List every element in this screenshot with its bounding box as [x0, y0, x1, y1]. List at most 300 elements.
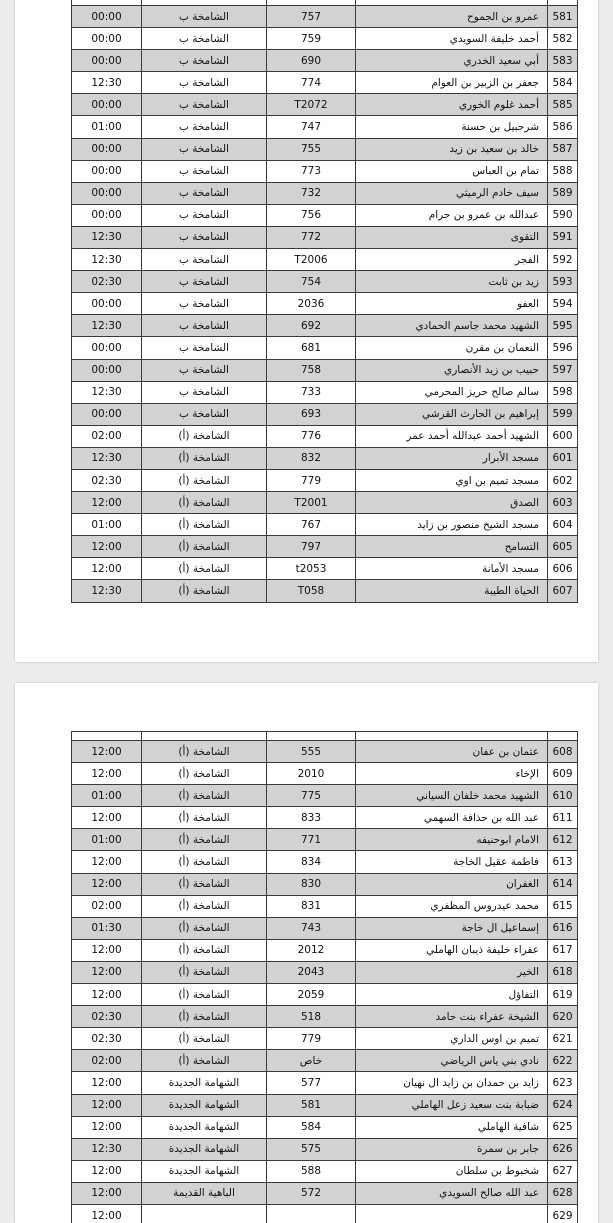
table-row [72, 984, 578, 1006]
name-cell: الخير [356, 961, 548, 983]
code-cell: 831 [267, 895, 356, 917]
name-cell: الصدق [356, 492, 548, 514]
time-cell: 00:00 [72, 50, 142, 72]
table-row [72, 403, 578, 425]
area-cell: الشامخة (أ) [142, 807, 267, 829]
time-cell: 12:30 [72, 72, 142, 94]
row-number-cell: 596 [548, 337, 578, 359]
time-cell: 00:00 [72, 182, 142, 204]
time-cell: 00:00 [72, 6, 142, 28]
code-cell: 692 [267, 315, 356, 337]
table-row [72, 249, 578, 271]
name-cell: الشهيد محمد خلفان السياني [356, 785, 548, 807]
time-cell: 01:00 [72, 829, 142, 851]
table-row [72, 94, 578, 116]
row-number-cell: 626 [548, 1138, 578, 1160]
area-cell: الشامخة (أ) [142, 741, 267, 763]
row-number-cell: 586 [548, 116, 578, 138]
row-number-cell: 589 [548, 182, 578, 204]
row-number-cell: 621 [548, 1028, 578, 1050]
area-cell: الشهامة الجديدة [142, 1138, 267, 1160]
area-cell: الشامخة (أ) [142, 425, 267, 447]
time-cell: 00:00 [72, 94, 142, 116]
code-cell: 759 [267, 28, 356, 50]
name-cell: عمرو بن الجموح [356, 6, 548, 28]
time-cell: 01:00 [72, 116, 142, 138]
row-number-cell: 608 [548, 741, 578, 763]
name-cell: الفجر [356, 249, 548, 271]
area-cell: الشهامة الجديدة [142, 1072, 267, 1094]
area-cell: الشامخة (أ) [142, 469, 267, 491]
time-cell: 01:00 [72, 514, 142, 536]
name-cell: النعمان بن مقرن [356, 337, 548, 359]
code-cell: 830 [267, 873, 356, 895]
row-number-cell: 618 [548, 961, 578, 983]
row-number-cell: 607 [548, 580, 578, 602]
time-cell: 12:00 [72, 558, 142, 580]
table-row [72, 807, 578, 829]
time-cell: 02:00 [72, 425, 142, 447]
area-cell: الشامخة ب [142, 293, 267, 315]
row-number-cell: 611 [548, 807, 578, 829]
name-cell: إسماعيل ال خاجة [356, 917, 548, 939]
code-cell [267, 1204, 356, 1223]
table-row [72, 381, 578, 403]
time-cell: 12:00 [72, 1094, 142, 1116]
code-cell: 758 [267, 359, 356, 381]
code-cell: 773 [267, 160, 356, 182]
row-number-cell: 614 [548, 873, 578, 895]
code-cell: 681 [267, 337, 356, 359]
code-cell: T2072 [267, 94, 356, 116]
row-number-cell: 581 [548, 6, 578, 28]
table-row [72, 536, 578, 558]
table-row [72, 961, 578, 983]
table-row [72, 1116, 578, 1138]
name-cell: الشهيد محمد جاسم الحمادي [356, 315, 548, 337]
name-cell: التفاؤل [356, 984, 548, 1006]
row-number-cell: 585 [548, 94, 578, 116]
area-cell: الشامخة ب [142, 72, 267, 94]
row-number-cell: 593 [548, 271, 578, 293]
time-cell: 12:00 [72, 807, 142, 829]
table-row [72, 580, 578, 602]
time-cell: 12:00 [72, 492, 142, 514]
time-cell: 00:00 [72, 28, 142, 50]
code-cell: 767 [267, 514, 356, 536]
code-cell: 581 [267, 1094, 356, 1116]
name-cell: إبراهيم بن الحارث القرشي [356, 403, 548, 425]
area-cell: الشامخة (أ) [142, 873, 267, 895]
time-cell: 02:30 [72, 271, 142, 293]
code-cell: 733 [267, 381, 356, 403]
time-cell: 12:00 [72, 1160, 142, 1182]
row-number-cell: 612 [548, 829, 578, 851]
row-number-cell: 601 [548, 447, 578, 469]
area-cell: الشامخة ب [142, 204, 267, 226]
row-number-cell: 606 [548, 558, 578, 580]
time-cell: 12:00 [72, 1204, 142, 1223]
code-cell: 577 [267, 1072, 356, 1094]
row-number-cell: 615 [548, 895, 578, 917]
row-number-cell: 622 [548, 1050, 578, 1072]
name-cell: عبد الله صالح السويدي [356, 1182, 548, 1204]
name-cell: أحمد خليفة السويدي [356, 28, 548, 50]
name-cell: ضبابة بنت سعيد زعل الهاملي [356, 1094, 548, 1116]
table-row [72, 514, 578, 536]
code-cell: 572 [267, 1182, 356, 1204]
table-row [72, 873, 578, 895]
code-cell: 832 [267, 447, 356, 469]
code-cell: t2053 [267, 558, 356, 580]
area-cell: الشامخة (أ) [142, 558, 267, 580]
code-cell: 2036 [267, 293, 356, 315]
area-cell: الشهامة الجديدة [142, 1160, 267, 1182]
code-cell: 797 [267, 536, 356, 558]
area-cell: الشامخة (أ) [142, 536, 267, 558]
table-row [72, 28, 578, 50]
row-number-cell: 620 [548, 1006, 578, 1028]
name-cell: الإخاء [356, 763, 548, 785]
area-cell: الشامخة ب [142, 226, 267, 248]
row-number-cell: 619 [548, 984, 578, 1006]
area-cell: الشامخة (أ) [142, 763, 267, 785]
area-cell: الشامخة (أ) [142, 961, 267, 983]
time-cell: 12:30 [72, 226, 142, 248]
table-row [72, 6, 578, 28]
row-number-cell: 609 [548, 763, 578, 785]
name-cell: سيف خادم الرميثي [356, 182, 548, 204]
time-cell: 12:00 [72, 851, 142, 873]
table-row [72, 447, 578, 469]
area-cell: الشامخة ب [142, 94, 267, 116]
table-row [72, 293, 578, 315]
schedule-table-1 [71, 0, 578, 603]
time-cell: 00:00 [72, 138, 142, 160]
time-cell: 12:00 [72, 939, 142, 961]
row-number-cell: 623 [548, 1072, 578, 1094]
time-cell: 12:30 [72, 249, 142, 271]
area-cell: الشامخة (أ) [142, 851, 267, 873]
code-cell: 755 [267, 138, 356, 160]
code-cell: 754 [267, 271, 356, 293]
time-cell: 02:30 [72, 469, 142, 491]
row-number-cell: 597 [548, 359, 578, 381]
table-row [72, 315, 578, 337]
time-cell: 12:00 [72, 763, 142, 785]
name-cell: الحياة الطيبة [356, 580, 548, 602]
time-cell: 01:30 [72, 917, 142, 939]
table-row [72, 1028, 578, 1050]
table-row [72, 741, 578, 763]
name-cell: الشيخة عفراء بنت حامد [356, 1006, 548, 1028]
area-cell: الشامخة (أ) [142, 984, 267, 1006]
table-row [72, 851, 578, 873]
name-cell: جعفر بن الزبير بن العوام [356, 72, 548, 94]
time-cell: 00:00 [72, 204, 142, 226]
name-cell: تمام بن العباس [356, 160, 548, 182]
name-cell: مسجد تميم بن اوي [356, 469, 548, 491]
name-cell [356, 1204, 548, 1223]
row-number-cell: 603 [548, 492, 578, 514]
code-cell: 834 [267, 851, 356, 873]
code-cell: 693 [267, 403, 356, 425]
time-cell: 12:00 [72, 961, 142, 983]
table-row [72, 763, 578, 785]
code-cell: 2059 [267, 984, 356, 1006]
code-cell: 775 [267, 785, 356, 807]
name-cell: عبدالله بن عمرو بن حرام [356, 204, 548, 226]
area-cell: الشامخة (أ) [142, 785, 267, 807]
time-cell: 02:30 [72, 1006, 142, 1028]
code-cell: 575 [267, 1138, 356, 1160]
table-row [72, 204, 578, 226]
code-cell: 747 [267, 116, 356, 138]
row-number-cell: 604 [548, 514, 578, 536]
area-cell: الشامخة (أ) [142, 447, 267, 469]
row-number-cell: 592 [548, 249, 578, 271]
time-cell: 02:00 [72, 1050, 142, 1072]
time-cell: 12:30 [72, 381, 142, 403]
name-cell: الشهيد أحمد عبدالله أحمد عمر [356, 425, 548, 447]
area-cell: الشامخة ب [142, 50, 267, 72]
name-cell: فاطمة عقيل الخاجة [356, 851, 548, 873]
time-cell: 00:00 [72, 337, 142, 359]
code-cell: 772 [267, 226, 356, 248]
time-cell: 12:00 [72, 741, 142, 763]
code-cell: 776 [267, 425, 356, 447]
area-cell: الشامخة ب [142, 359, 267, 381]
row-number-cell: 591 [548, 226, 578, 248]
row-number-cell: 582 [548, 28, 578, 50]
time-cell: 01:00 [72, 785, 142, 807]
area-cell: الباهية القديمة [142, 1182, 267, 1204]
table-row [72, 558, 578, 580]
table-row [72, 1204, 578, 1223]
code-cell: T2001 [267, 492, 356, 514]
row-number-cell: 584 [548, 72, 578, 94]
area-cell: الشامخة ب [142, 160, 267, 182]
code-cell: 584 [267, 1116, 356, 1138]
area-cell: الشامخة ب [142, 6, 267, 28]
area-cell: الشامخة ب [142, 249, 267, 271]
table-row [72, 182, 578, 204]
name-cell: الامام ابوحنيفه [356, 829, 548, 851]
area-cell: الشامخة (أ) [142, 580, 267, 602]
area-cell: الشامخة ب [142, 28, 267, 50]
time-cell: 02:00 [72, 895, 142, 917]
name-cell: شرحبيل بن حسنة [356, 116, 548, 138]
area-cell: الشامخة (أ) [142, 514, 267, 536]
code-cell: 833 [267, 807, 356, 829]
time-cell: 12:00 [72, 984, 142, 1006]
name-cell: الغفران [356, 873, 548, 895]
table-row [72, 1072, 578, 1094]
time-cell: 12:30 [72, 447, 142, 469]
schedule-table-2 [71, 731, 578, 1223]
name-cell: عفراء خليفة ذيبان الهاملي [356, 939, 548, 961]
area-cell: الشامخة ب [142, 182, 267, 204]
table-row [72, 732, 578, 741]
name-cell: التقوى [356, 226, 548, 248]
code-cell [267, 732, 356, 741]
row-number-cell: 624 [548, 1094, 578, 1116]
table-row [72, 271, 578, 293]
area-cell: الشامخة ب [142, 116, 267, 138]
code-cell: 779 [267, 1028, 356, 1050]
table-row [72, 72, 578, 94]
table-row [72, 1050, 578, 1072]
time-cell: 00:00 [72, 359, 142, 381]
time-cell [72, 732, 142, 741]
name-cell: عبد الله بن حذافة السهمي [356, 807, 548, 829]
area-cell: الشامخة ب [142, 315, 267, 337]
time-cell: 12:30 [72, 580, 142, 602]
row-number-cell: 605 [548, 536, 578, 558]
code-cell: 690 [267, 50, 356, 72]
area-cell: الشامخة ب [142, 381, 267, 403]
table-row [72, 50, 578, 72]
name-cell: تميم بن اوس الداري [356, 1028, 548, 1050]
time-cell: 12:00 [72, 1072, 142, 1094]
time-cell: 12:00 [72, 536, 142, 558]
row-number-cell: 617 [548, 939, 578, 961]
time-cell: 00:00 [72, 160, 142, 182]
row-number-cell: 600 [548, 425, 578, 447]
area-cell: الشامخة ب [142, 337, 267, 359]
area-cell: الشامخة (أ) [142, 917, 267, 939]
name-cell: خالد بن سعيد بن زيد [356, 138, 548, 160]
table-row [72, 469, 578, 491]
name-cell: عثمان بن عفان [356, 741, 548, 763]
table-row [72, 425, 578, 447]
table-row [72, 116, 578, 138]
name-cell: جابر بن سمرة [356, 1138, 548, 1160]
row-number-cell: 616 [548, 917, 578, 939]
area-cell: الشامخة (أ) [142, 939, 267, 961]
code-cell: 757 [267, 6, 356, 28]
row-number-cell: 583 [548, 50, 578, 72]
area-cell: الشامخة (أ) [142, 895, 267, 917]
name-cell: زايد بن حمدان بن زايد ال نهيان [356, 1072, 548, 1094]
row-number-cell: 602 [548, 469, 578, 491]
name-cell: أحمد غلوم الخوري [356, 94, 548, 116]
table-row [72, 138, 578, 160]
document-page-1 [15, 0, 598, 662]
code-cell: 518 [267, 1006, 356, 1028]
name-cell: حبيب بن زيد الأنصاري [356, 359, 548, 381]
code-cell: 743 [267, 917, 356, 939]
name-cell: التسامح [356, 536, 548, 558]
name-cell: محمد عيدروس المظفري [356, 895, 548, 917]
area-cell: الشهامة الجديدة [142, 1094, 267, 1116]
table-row [72, 160, 578, 182]
table-row [72, 1138, 578, 1160]
time-cell: 02:30 [72, 1028, 142, 1050]
table-row [72, 359, 578, 381]
row-number-cell [548, 732, 578, 741]
area-cell: الشامخة ب [142, 403, 267, 425]
name-cell: أبي سعيد الخدري [356, 50, 548, 72]
area-cell: الشامخة (أ) [142, 1050, 267, 1072]
row-number-cell: 588 [548, 160, 578, 182]
code-cell: 779 [267, 469, 356, 491]
table-row [72, 895, 578, 917]
document-page-2 [15, 683, 598, 1223]
row-number-cell: 610 [548, 785, 578, 807]
code-cell: T058 [267, 580, 356, 602]
code-cell: خاص [267, 1050, 356, 1072]
table-row [72, 785, 578, 807]
name-cell: زيد بن ثابت [356, 271, 548, 293]
name-cell: شخبوط بن سلطان [356, 1160, 548, 1182]
code-cell: 2010 [267, 763, 356, 785]
row-number-cell: 598 [548, 381, 578, 403]
time-cell: 12:00 [72, 1182, 142, 1204]
time-cell: 00:00 [72, 293, 142, 315]
row-number-cell: 613 [548, 851, 578, 873]
time-cell: 12:30 [72, 1138, 142, 1160]
area-cell: الشامخة (أ) [142, 1006, 267, 1028]
area-cell: الشامخة (أ) [142, 1028, 267, 1050]
table-row [72, 939, 578, 961]
area-cell: الشهامة الجديدة [142, 1116, 267, 1138]
code-cell: 555 [267, 741, 356, 763]
row-number-cell: 595 [548, 315, 578, 337]
row-number-cell: 599 [548, 403, 578, 425]
code-cell: T2006 [267, 249, 356, 271]
area-cell: الشامخة (أ) [142, 829, 267, 851]
code-cell: 756 [267, 204, 356, 226]
row-number-cell: 587 [548, 138, 578, 160]
row-number-cell: 627 [548, 1160, 578, 1182]
table-row [72, 337, 578, 359]
table-row [72, 1006, 578, 1028]
name-cell: مسجد الأمانة [356, 558, 548, 580]
row-number-cell: 628 [548, 1182, 578, 1204]
code-cell: 774 [267, 72, 356, 94]
row-number-cell: 590 [548, 204, 578, 226]
code-cell: 588 [267, 1160, 356, 1182]
name-cell: نادي بني ياس الرياضي [356, 1050, 548, 1072]
row-number-cell: 594 [548, 293, 578, 315]
code-cell: 771 [267, 829, 356, 851]
row-number-cell: 629 [548, 1204, 578, 1223]
table-row [72, 226, 578, 248]
name-cell: شافية الهاملي [356, 1116, 548, 1138]
table-row [72, 492, 578, 514]
name-cell: سالم صالح حريز المحرمي [356, 381, 548, 403]
area-cell [142, 1204, 267, 1223]
time-cell: 12:00 [72, 873, 142, 895]
time-cell: 00:00 [72, 403, 142, 425]
name-cell: العفو [356, 293, 548, 315]
name-cell: مسجد الأبرار [356, 447, 548, 469]
code-cell: 2043 [267, 961, 356, 983]
name-cell: مسجد الشيخ منصور بن زايد [356, 514, 548, 536]
table-row [72, 1182, 578, 1204]
row-number-cell: 625 [548, 1116, 578, 1138]
time-cell: 12:00 [72, 1116, 142, 1138]
area-cell: الشامخة ب [142, 138, 267, 160]
code-cell: 732 [267, 182, 356, 204]
name-cell [356, 732, 548, 741]
code-cell: 2012 [267, 939, 356, 961]
time-cell: 12:30 [72, 315, 142, 337]
table-row [72, 829, 578, 851]
table-row [72, 1160, 578, 1182]
table-row [72, 1094, 578, 1116]
